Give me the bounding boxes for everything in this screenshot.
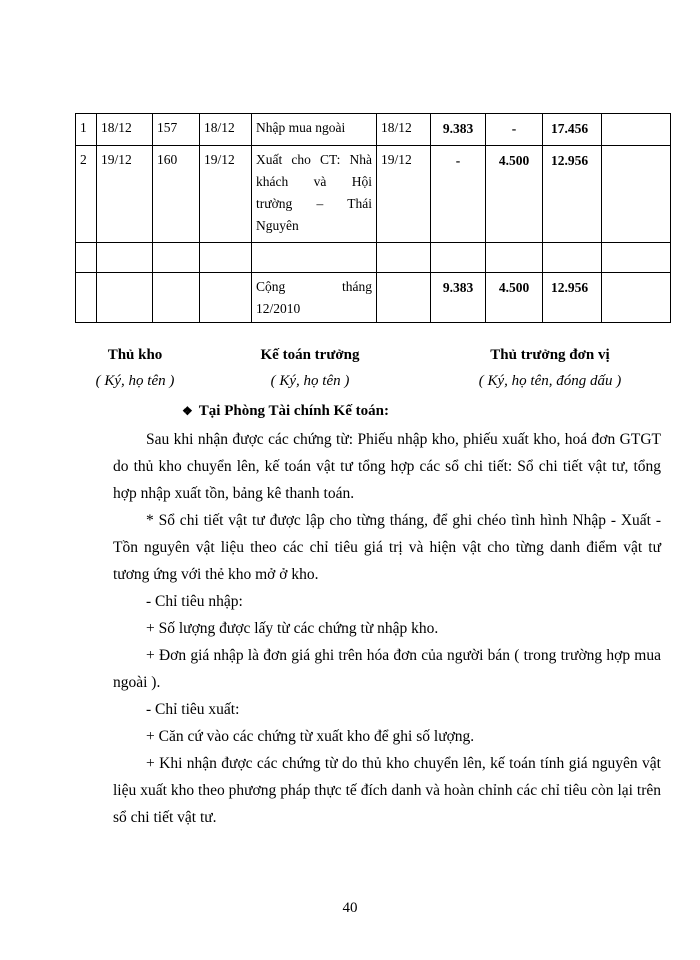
paragraph: + Đơn giá nhập là đơn giá ghi trên hóa đơn của người bán ( trong trường hợp mua ngoài ).	[113, 647, 661, 691]
cell-ghi-chu	[602, 114, 671, 146]
cell-ngay-chung-tu: 19/12	[200, 146, 252, 243]
cell-ghi-chu	[602, 146, 671, 243]
section-heading	[182, 400, 389, 422]
dien-giai-line: 12/2010	[256, 301, 301, 316]
cell-ngay-ghi-so	[97, 243, 153, 273]
cell-ton: 12.956	[543, 273, 602, 323]
signature-role: Kế toán trưởng	[260, 347, 360, 363]
cell-ton	[543, 243, 602, 273]
cell-xuat: 4.500	[486, 146, 543, 243]
diamond-bullet-icon: ❖	[182, 404, 193, 418]
cell-stt	[76, 273, 97, 323]
cell-ngay-chung-tu	[200, 273, 252, 323]
cell-dien-giai	[252, 114, 377, 146]
signature-note: ( Ký, họ tên, đóng dấu )	[478, 373, 622, 389]
cell-so-hieu	[153, 273, 200, 323]
cell-so-hieu	[153, 243, 200, 273]
cell-nhap: 9.383	[431, 273, 486, 323]
dien-giai-line: trường – Thái	[256, 196, 372, 211]
paragraph: + Số lượng được lấy từ các chứng từ nhập kho.	[146, 620, 439, 637]
paragraph: - Chỉ tiêu nhập:	[146, 593, 243, 610]
dien-giai-line: Nguyên	[256, 218, 299, 233]
dien-giai-line: khách và Hội	[256, 174, 372, 189]
dien-giai-line: Cộng tháng	[256, 279, 372, 294]
cell-stt: 1	[76, 114, 97, 146]
cell-ngay-chung-tu	[200, 243, 252, 273]
cell-ghi-chu	[602, 243, 671, 273]
cell-dien-giai	[252, 146, 377, 243]
signature-block	[0, 344, 700, 394]
signature-storekeeper	[75, 344, 195, 392]
paragraph: Sau khi nhận được các chứng từ: Phiếu nhập kho, phiếu xuất kho, hoá đơn GTGT do thủ kho chuyển lên, kế toán vật tư tổng hợp các sổ chi tiết: Sổ chi tiết vật tư, tổng hợp nhập xuất tồn, bảng kê thanh toán.	[113, 431, 661, 502]
cell-ngay-nhap-xuat	[377, 243, 431, 273]
cell-so-hieu: 157	[153, 114, 200, 146]
cell-stt: 2	[76, 146, 97, 243]
cell-ton: 17.456	[543, 114, 602, 146]
table-row	[76, 146, 671, 243]
paragraph: * Sổ chi tiết vật tư được lập cho từng tháng, để ghi chéo tình hình Nhập - Xuất - Tồn nguyên vật liệu theo các chỉ tiêu giá trị và hiện vật cho từng danh điểm vật tư tương ứng với thẻ kho mở ở kho.	[113, 512, 661, 583]
table-row-total	[76, 273, 671, 323]
cell-ngay-ghi-so: 19/12	[97, 146, 153, 243]
cell-dien-giai	[252, 243, 377, 273]
cell-ngay-nhap-xuat: 18/12	[377, 114, 431, 146]
cell-ngay-nhap-xuat: 19/12	[377, 146, 431, 243]
cell-so-hieu: 160	[153, 146, 200, 243]
signature-note: ( Ký, họ tên )	[270, 373, 350, 389]
cell-ngay-nhap-xuat	[377, 273, 431, 323]
body-text	[113, 426, 661, 831]
signature-chief-accountant	[240, 344, 380, 392]
dien-giai-line: Nhập mua ngoài	[256, 120, 346, 135]
cell-ton: 12.956	[543, 146, 602, 243]
cell-nhap: -	[431, 146, 486, 243]
cell-nhap: 9.383	[431, 114, 486, 146]
cell-ngay-ghi-so: 18/12	[97, 114, 153, 146]
cell-ghi-chu	[602, 273, 671, 323]
cell-dien-giai	[252, 273, 377, 323]
cell-xuat: -	[486, 114, 543, 146]
cell-ngay-chung-tu: 18/12	[200, 114, 252, 146]
table-row	[76, 114, 671, 146]
paragraph: + Căn cứ vào các chứng từ xuất kho để ghi số lượng.	[146, 728, 475, 745]
signature-role: Thủ kho	[107, 347, 163, 363]
page-number: 40	[342, 900, 358, 916]
cell-ngay-ghi-so	[97, 273, 153, 323]
cell-stt	[76, 243, 97, 273]
signature-role: Thủ trưởng đơn vị	[490, 347, 610, 363]
dien-giai-line: Xuất cho CT: Nhà	[256, 152, 372, 167]
paragraph: + Khi nhận được các chứng từ do thủ kho chuyển lên, kế toán tính giá nguyên vật liệu xuất kho theo phương pháp thực tế đích danh và hoàn chỉnh các chỉ tiêu còn lại trên sổ chi tiết vật tư.	[113, 755, 661, 826]
cell-nhap	[431, 243, 486, 273]
section-heading-text: Tại Phòng Tài chính Kế toán:	[198, 403, 389, 419]
signature-note: ( Ký, họ tên )	[95, 373, 175, 389]
paragraph: - Chỉ tiêu xuất:	[146, 701, 240, 718]
signature-unit-head	[460, 344, 640, 392]
cell-xuat	[486, 243, 543, 273]
material-ledger-table	[75, 113, 671, 323]
cell-xuat: 4.500	[486, 273, 543, 323]
table-row	[76, 243, 671, 273]
